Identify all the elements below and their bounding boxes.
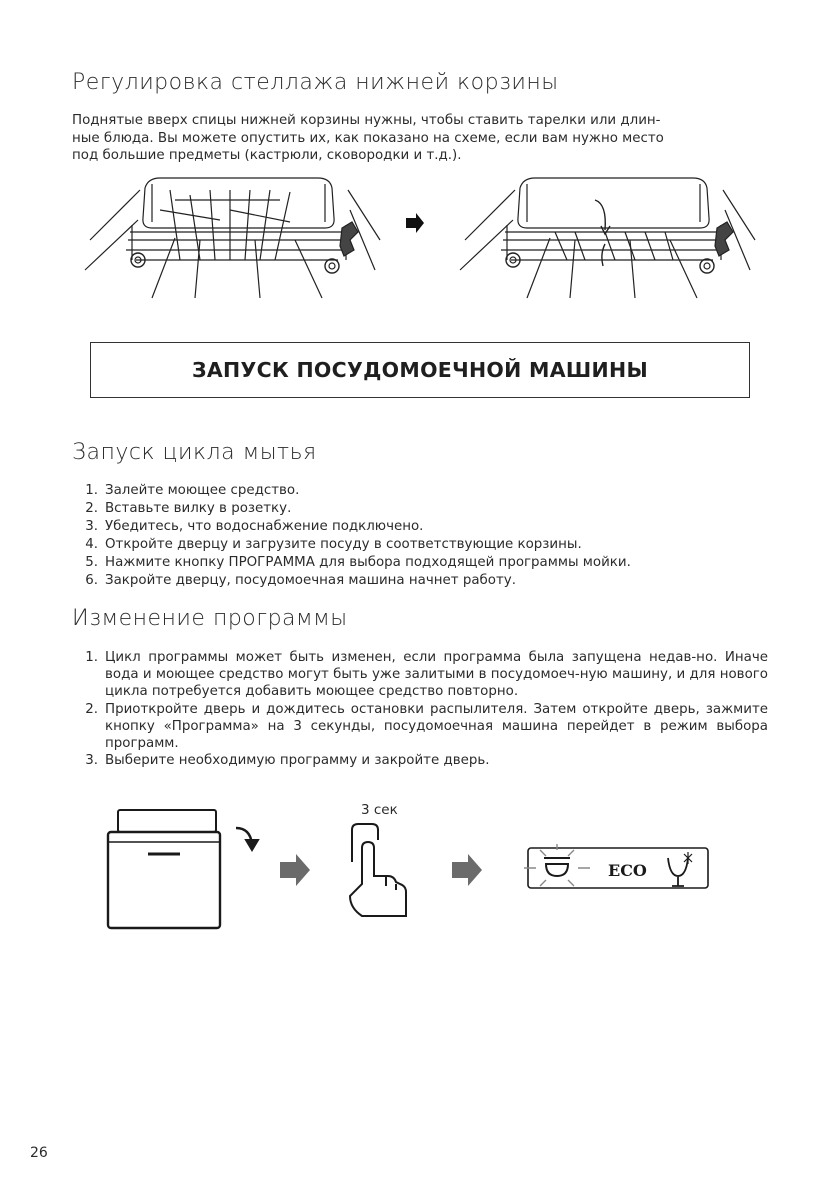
hand-press-icon (350, 824, 406, 916)
list-item (72, 752, 768, 769)
list-item (72, 701, 768, 753)
list-item (72, 649, 768, 701)
step-text: Вставьте вилку в розетку. (105, 501, 292, 516)
arrow-icon (452, 854, 482, 886)
hold-duration-label: 3 сек (361, 802, 398, 818)
step-number: 6. (85, 573, 98, 588)
paragraph-line: Поднятые вверх спицы нижней корзины нужны, чтобы ставить тарелки или длин- (72, 113, 661, 128)
step-number: 2. (85, 701, 98, 717)
step-number: 1. (85, 483, 98, 498)
list-item (72, 572, 772, 590)
start-section-title: Запуск цикла мытья (72, 440, 317, 465)
step-text: Убедитесь, что водоснабжение подключено. (105, 519, 424, 534)
glass-icon (668, 858, 688, 886)
arrow-icon (280, 854, 310, 886)
program-icon (544, 858, 570, 876)
paragraph-line: под большие предметы (кастрюли, сковородки и т.д.). (72, 148, 462, 164)
step-text: Выберите необходимую программу и закройте дверь. (105, 753, 490, 769)
list-item (72, 518, 772, 536)
step-text: Нажмите кнопку ПРОГРАММА для выбора подходящей программы мойки. (105, 555, 631, 570)
list-item (72, 482, 772, 500)
list-item (72, 554, 772, 572)
change-steps-list (72, 649, 768, 769)
start-steps-list (72, 482, 772, 590)
step-number: 4. (85, 537, 98, 552)
basket-section-paragraph (72, 112, 768, 165)
step-number: 5. (85, 555, 98, 570)
basket-tines-down-illustration (460, 178, 755, 298)
list-item (72, 500, 772, 518)
eco-label: ECO (608, 861, 647, 880)
step-text: Приоткройте дверь и дождитесь остановки распылителя. Затем откройте дверь, зажмите кнопку «Программа» на 3 секунды, посудомоечная машина перейдет в режим выбора программ. (105, 701, 768, 752)
right-arrow-icon (406, 213, 424, 233)
basket-section-title: Регулировка стеллажа нижней корзины (72, 70, 559, 95)
step-number: 3. (85, 753, 98, 769)
step-number: 3. (85, 519, 98, 534)
dishwasher-icon (108, 810, 258, 928)
step-text: Откройте дверцу и загрузите посуду в соответствующие корзины. (105, 537, 582, 552)
step-text: Закройте дверцу, посудомоечная машина начнет работу. (105, 573, 516, 588)
list-item (72, 536, 772, 554)
program-change-figure (100, 800, 720, 940)
basket-tines-up-illustration (85, 178, 380, 298)
step-text: Цикл программы может быть изменен, если программа была запущена недав-но. Иначе вода и моющее средство могут быть уже залитыми в посудомоеч-ную машину, и для нового цикла потребуется добавить моющее средство повторно. (105, 650, 768, 700)
step-text: Залейте моющее средство. (105, 483, 300, 498)
section-banner (90, 342, 750, 398)
banner-title: ЗАПУСК ПОСУДОМОЕЧНОЙ МАШИНЫ (192, 358, 648, 382)
basket-illustration (80, 170, 760, 310)
change-section-title: Изменение программы (72, 606, 348, 631)
page-number: 26 (30, 1145, 48, 1161)
step-number: 1. (85, 650, 98, 665)
paragraph-line: ные блюда. Вы можете опустить их, как показано на схеме, если вам нужно место (72, 130, 664, 146)
step-number: 2. (85, 501, 98, 516)
